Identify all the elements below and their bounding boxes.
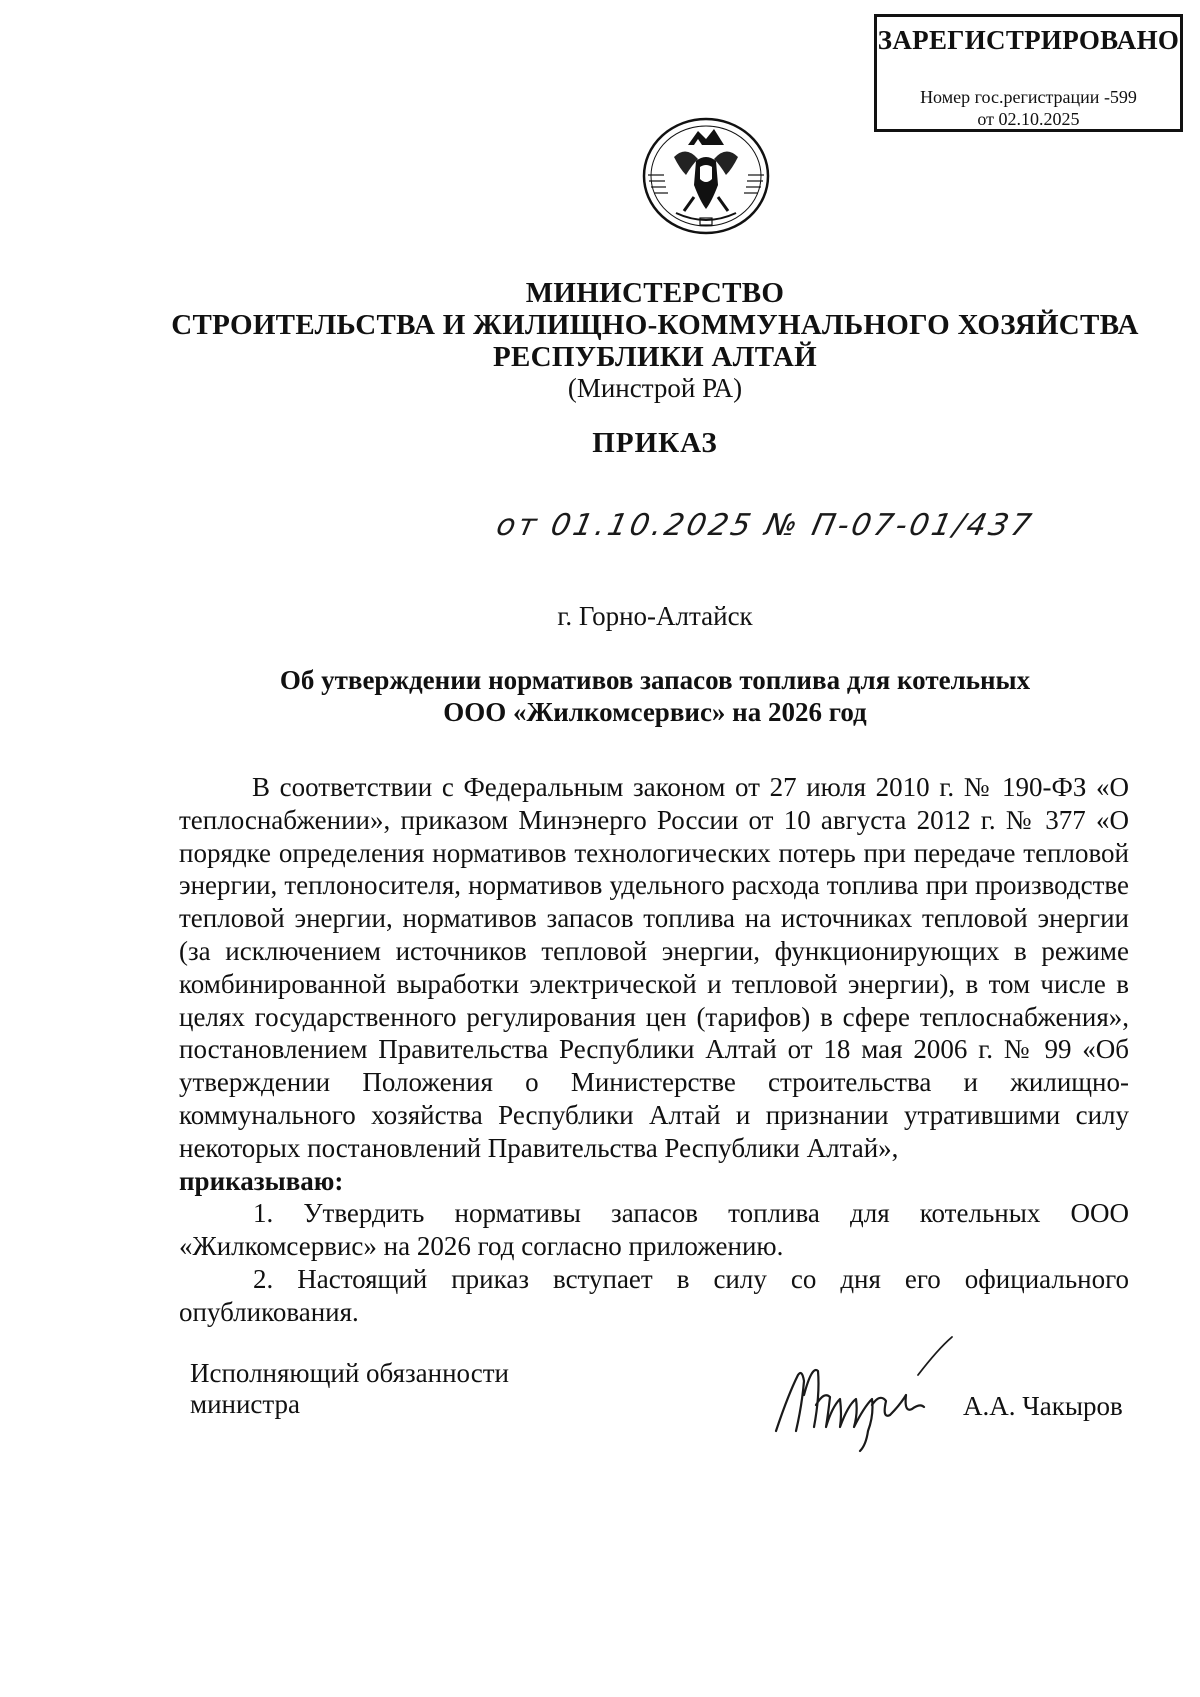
handwritten-date-number: от 01.10.2025 № П-07-01/437 xyxy=(493,508,1038,543)
order-body xyxy=(179,771,1129,1329)
handwritten-signature-icon xyxy=(768,1335,958,1455)
signer-position-line-2: министра xyxy=(190,1389,301,1419)
registration-stamp xyxy=(874,14,1183,132)
signer-name: А.А. Чакыров xyxy=(963,1391,1123,1421)
city: г. Горно-Алтайск xyxy=(557,601,753,631)
ministry-title-line-1: МИНИСТЕРСТВО xyxy=(525,277,785,309)
ministry-title-line-3: РЕСПУБЛИКИ АЛТАЙ xyxy=(492,341,818,373)
signer-position-line-1: Исполняющий обязанности xyxy=(190,1358,509,1388)
registration-number: Номер гос.регистрации -599 xyxy=(920,87,1137,107)
subject-line-2: ООО «Жилкомсервис» на 2026 год xyxy=(443,697,867,727)
order-item-2: 2. Настоящий приказ вступает в силу со дня его официального опубликования. xyxy=(179,1263,1129,1327)
order-item-1: 1. Утвердить нормативы запасов топлива для котельных ООО «Жилкомсервис» на 2026 год согласно приложению. xyxy=(179,1198,1129,1262)
signer-position xyxy=(190,1358,509,1420)
ministry-abbreviation: (Минстрой РА) xyxy=(567,373,743,403)
registration-date: от 02.10.2025 xyxy=(977,109,1080,129)
subject-line-1: Об утверждении нормативов запасов топлива для котельных xyxy=(279,665,1031,695)
stamp-title: ЗАРЕГИСТРИРОВАНО xyxy=(877,25,1180,55)
coat-of-arms-icon xyxy=(636,115,776,237)
order-word: приказываю: xyxy=(179,1165,344,1196)
document-type: ПРИКАЗ xyxy=(592,427,718,459)
ministry-title-line-2: СТРОИТЕЛЬСТВА И ЖИЛИЩНО-КОММУНАЛЬНОГО ХОЗЯЙСТВА xyxy=(171,309,1139,341)
preamble-paragraph: В соответствии с Федеральным законом от 27 июля 2010 г. № 190-ФЗ «О теплоснабжении», приказом Минэнерго России от 10 августа 2012 г. № 377 «О порядке определения нормативов технологических потерь при передаче тепловой энергии, теплоносителя, нормативов удельного расхода топлива при производстве тепловой энергии, нормативов запасов топлива на источниках тепловой энергии (за исключением источников тепловой энергии, функционирующих в режиме комбинированной выработки электрической и тепловой энергии), в том числе в целях государственного регулирования цен (тарифов) в сфере теплоснабжения», постановлением Правительства Республики Алтай от 18 мая 2006 г. № 99 «Об утверждении Положения о Министерстве строительства и жилищно-коммунального хозяйства Республики Алтай и признании утратившими силу некоторых постановлений Правительства Республики Алтай», xyxy=(179,772,1129,1163)
